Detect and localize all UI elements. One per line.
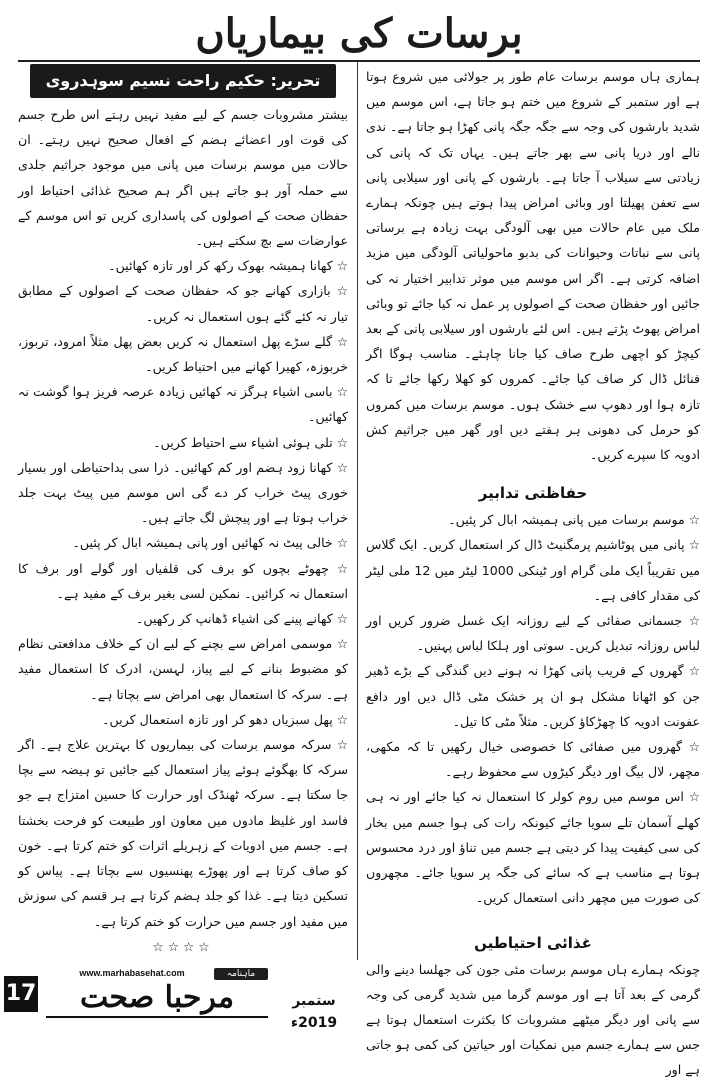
left-column xyxy=(18,102,348,959)
diet-tip-item: ☆ سرکہ موسم برسات کی بیماریوں کا بہترین علاج ہے۔ اگر سرکہ کا بھگوئے ہوئے پیاز استعمال کیے جائیں تو ہیضہ سے بچا جا سکتا ہے۔ سرکہ ٹھنڈک اور حرارت کا حسین امتزاج ہے جو فاسد اور غلیظ مادوں میں معاون اور طبیعت کو فرحت بخشتا ہے۔ جسم میں ادویات کے زہریلے اثرات کو ختم کرتا ہے۔ خون کو صاف کرتا ہے اور پھوڑے پھنسیوں سے بچاتا ہے۔ پیاس کو تسکین دیتا ہے۔ غذا کو جلد ہضم کرتا ہے ہر قسم کی سوزش میں مفید اور جسم میں حرارت کو ختم کرتا ہے۔ xyxy=(18,737,348,929)
column-divider xyxy=(357,62,358,960)
magazine-label: ماہنامہ xyxy=(214,968,268,980)
magazine-logo: مرحبا صحت xyxy=(46,980,268,1018)
diet-tip-item: ☆ پھل سبزیاں دھو کر اور تازہ استعمال کریں۔ xyxy=(102,711,348,727)
right-intro-paragraph: ہماری ہاں موسم برسات عام طور پر جولائی میں شروع ہوتا ہے اور ستمبر کے شروع میں ختم ہو جاتا ہے، اس موسم میں شدید بارشوں کی وجہ سے جگہ جگہ پانی کھڑا ہو جاتا ہے۔ ندی نالے اور دریا پانی سے بھر جاتے ہیں۔ یہاں تک کہ پانی کی زیادتی سے سیلاب آ جاتا ہے۔ بارشوں کے پانی اور سیلابی پانی سے تعفن پھیلتا اور وبائی امراض پیدا ہوتے ہیں چونکہ ہمارے ملک میں عام حالات میں بھی آلودگی بہت زیادہ ہے برساتی پانی سے نباتات وحیوانات کی بدبو ماحولیاتی آلودگی میں مزید اضافہ کرتی ہے۔ اگر اس موسم میں موثر تدابیر اختیار نہ کی جائیں اور حفظان صحت کے اصولوں پر عمل نہ کیا جائے تو وبائی امراض پھوٹ پڑتے ہیں۔ اس لئے بارشوں اور سیلابی پانی کے بعد کیچڑ کو اچھی طرح صاف کیا جانا چاہئے۔ مناسب ہوگا اگر فنائل ڈال کر صاف کیا جائے۔ کمروں کو کھلا رکھا جائے تا کہ تازہ ہوا اور دھوپ سے خشک ہوں۔ موسم برسات میں کمروں کو حرمل کی دھونی ہر ہفتے دیں اور گھر میں جراثیم کش ادویہ کا سپرے کریں۔ xyxy=(366,69,700,463)
precaution-item: ☆ گھروں میں صفائی کا خصوصی خیال رکھیں تا کہ مکھی، مچھر، لال بیگ اور دیگر کیڑوں سے محفوظ رہے۔ xyxy=(366,739,700,780)
issue-date: ستمبر 2019ء xyxy=(290,993,338,1031)
diet-tip-item: ☆ کھانے پینے کی اشیاء ڈھانپ کر رکھیں۔ xyxy=(136,611,348,627)
diet-tip-item: ☆ کھانا زود ہضم اور کم کھائیں۔ ذرا سی بداحتیاطی اور بسیار خوری پیٹ خراب کر دے گی اس موسم میں پیٹ بہت جلد خراب ہوتا ہے اور پیچش لگ جاتے ہیں۔ xyxy=(18,459,348,526)
diet-heading: غذائی احتیاطیں xyxy=(474,933,592,952)
precaution-item: ☆ پانی میں پوٹاشیم پرمگنیٹ ڈال کر استعمال کریں۔ ایک گلاس میں تقریباً ایک ملی گرام اور ٹینکی 1000 لیٹر میں 12 ملی لیٹر کی مقدار کافی ہے۔ xyxy=(366,537,700,603)
author-byline: تحریر: حکیم راحت نسیم سوہدروی xyxy=(30,64,336,98)
diet-tip-item: ☆ بازاری کھانے جو کہ حفظان صحت کے اصولوں کے مطابق تیار نہ کئے گئے ہوں استعمال نہ کریں۔ xyxy=(18,283,348,324)
precaution-item: ☆ گھروں کے قریب پانی کھڑا نہ ہونے دیں گندگی کے بڑے ڈھیر جن کو اٹھانا مشکل ہو ان پر خشک مٹی ڈال دیں اور دافع عفونت ادویہ کا چھڑکاؤ کریں۔ مثلاً مٹی کا تیل۔ xyxy=(366,663,700,729)
left-intro-paragraph: بیشتر مشروبات جسم کے لیے مفید نہیں رہتے اس طرح جسم کی قوت اور اعضائے ہضم کے افعال صحیح نہیں رہتے۔ ان حالات میں موسم برسات میں پانی میں موجود جراثیم جلدی سے حملہ آور ہو جاتے ہیں اگر ہم صحیح غذائی احتیاط اور حفظان صحت کے اصولوں کی پاسداری کریں تو اس موسم کے عوارضات سے بچ سکتے ہیں۔ xyxy=(18,107,348,249)
precaution-item: ☆ جسمانی صفائی کے لیے روزانہ ایک غسل ضرور کریں اور لباس روزانہ تبدیل کریں۔ سوتی اور ہلکا لباس پہنیں۔ xyxy=(366,613,700,654)
end-stars: ☆☆☆☆ xyxy=(152,938,214,954)
precaution-item: ☆ موسم برسات میں پانی ہمیشہ ابال کر پئیں۔ xyxy=(448,512,700,528)
diet-tip-item: ☆ باسی اشیاء ہرگز نہ کھائیں زیادہ عرصہ فریز ہوا گوشت نہ کھائیں۔ xyxy=(18,384,348,425)
diet-tip-item: ☆ خالی پیٹ نہ کھائیں اور پانی ہمیشہ ابال کر پئیں۔ xyxy=(72,535,348,551)
page-number: 17 xyxy=(4,976,38,1012)
diet-tip-item: ☆ کھانا ہمیشہ بھوک رکھ کر اور تازہ کھائیں۔ xyxy=(108,258,348,274)
website-url: www.marhabasehat.com xyxy=(79,968,185,978)
diet-tip-item: ☆ چھوٹے بچوں کو برف کی قلفیاں اور گولے اور برف کا استعمال نہ کرائیں۔ نمکین لسی بغیر برف کے مفید ہے۔ xyxy=(18,560,348,601)
article-title: برسات کی بیماریاں xyxy=(195,10,523,57)
precaution-item: ☆ اس موسم میں روم کولر کا استعمال نہ کیا جائے اور نہ ہی کھلے آسمان تلے سویا جائے کیونکہ رات کی ہوا جسم میں بخار کی سی کیفیت پیدا کر دیتی ہے جسم میں تناؤ اور درد محسوس ہوتا ہے مناسب ہے کہ سائے کی جگہ پر سویا جائے۔ مچھروں کی صورت میں مچھر دانی استعمال کریں۔ xyxy=(366,789,700,906)
precautions-heading: حفاظتی تدابیر xyxy=(478,484,588,503)
diet-tip-item: ☆ تلی ہوئی اشیاء سے احتیاط کریں۔ xyxy=(153,434,348,450)
right-column xyxy=(366,64,700,1083)
diet-tip-item: ☆ گلے سڑے پھل استعمال نہ کریں بعض پھل مثلاً امرود، تربوز، خربوزہ، کھیرا کھانے میں احتیاط کریں۔ xyxy=(18,333,348,375)
title-rule xyxy=(18,60,700,62)
diet-tip-item: ☆ موسمی امراض سے بچنے کے لیے ان کے خلاف مدافعتی نظام کو مضبوط بنانے کے لیے پیاز، لہسن، ادرک کا استعمال مفید ہے۔ سرکہ کا استعمال بھی امراض سے بچاتا ہے۔ xyxy=(18,636,348,702)
diet-paragraph: چونکہ ہمارے ہاں موسم برسات مئی جون کی جھلسا دینے والی گرمی کے بعد آتا ہے اور موسم گرما میں شدید گرمی کی وجہ سے پانی اور دیگر میٹھے مشروبات کا بکثرت استعمال ہوتا ہے جس سے ہمارے جسم میں نمکیات اور حیاتین کی کمی ہو جاتی ہے اور xyxy=(366,961,700,1078)
